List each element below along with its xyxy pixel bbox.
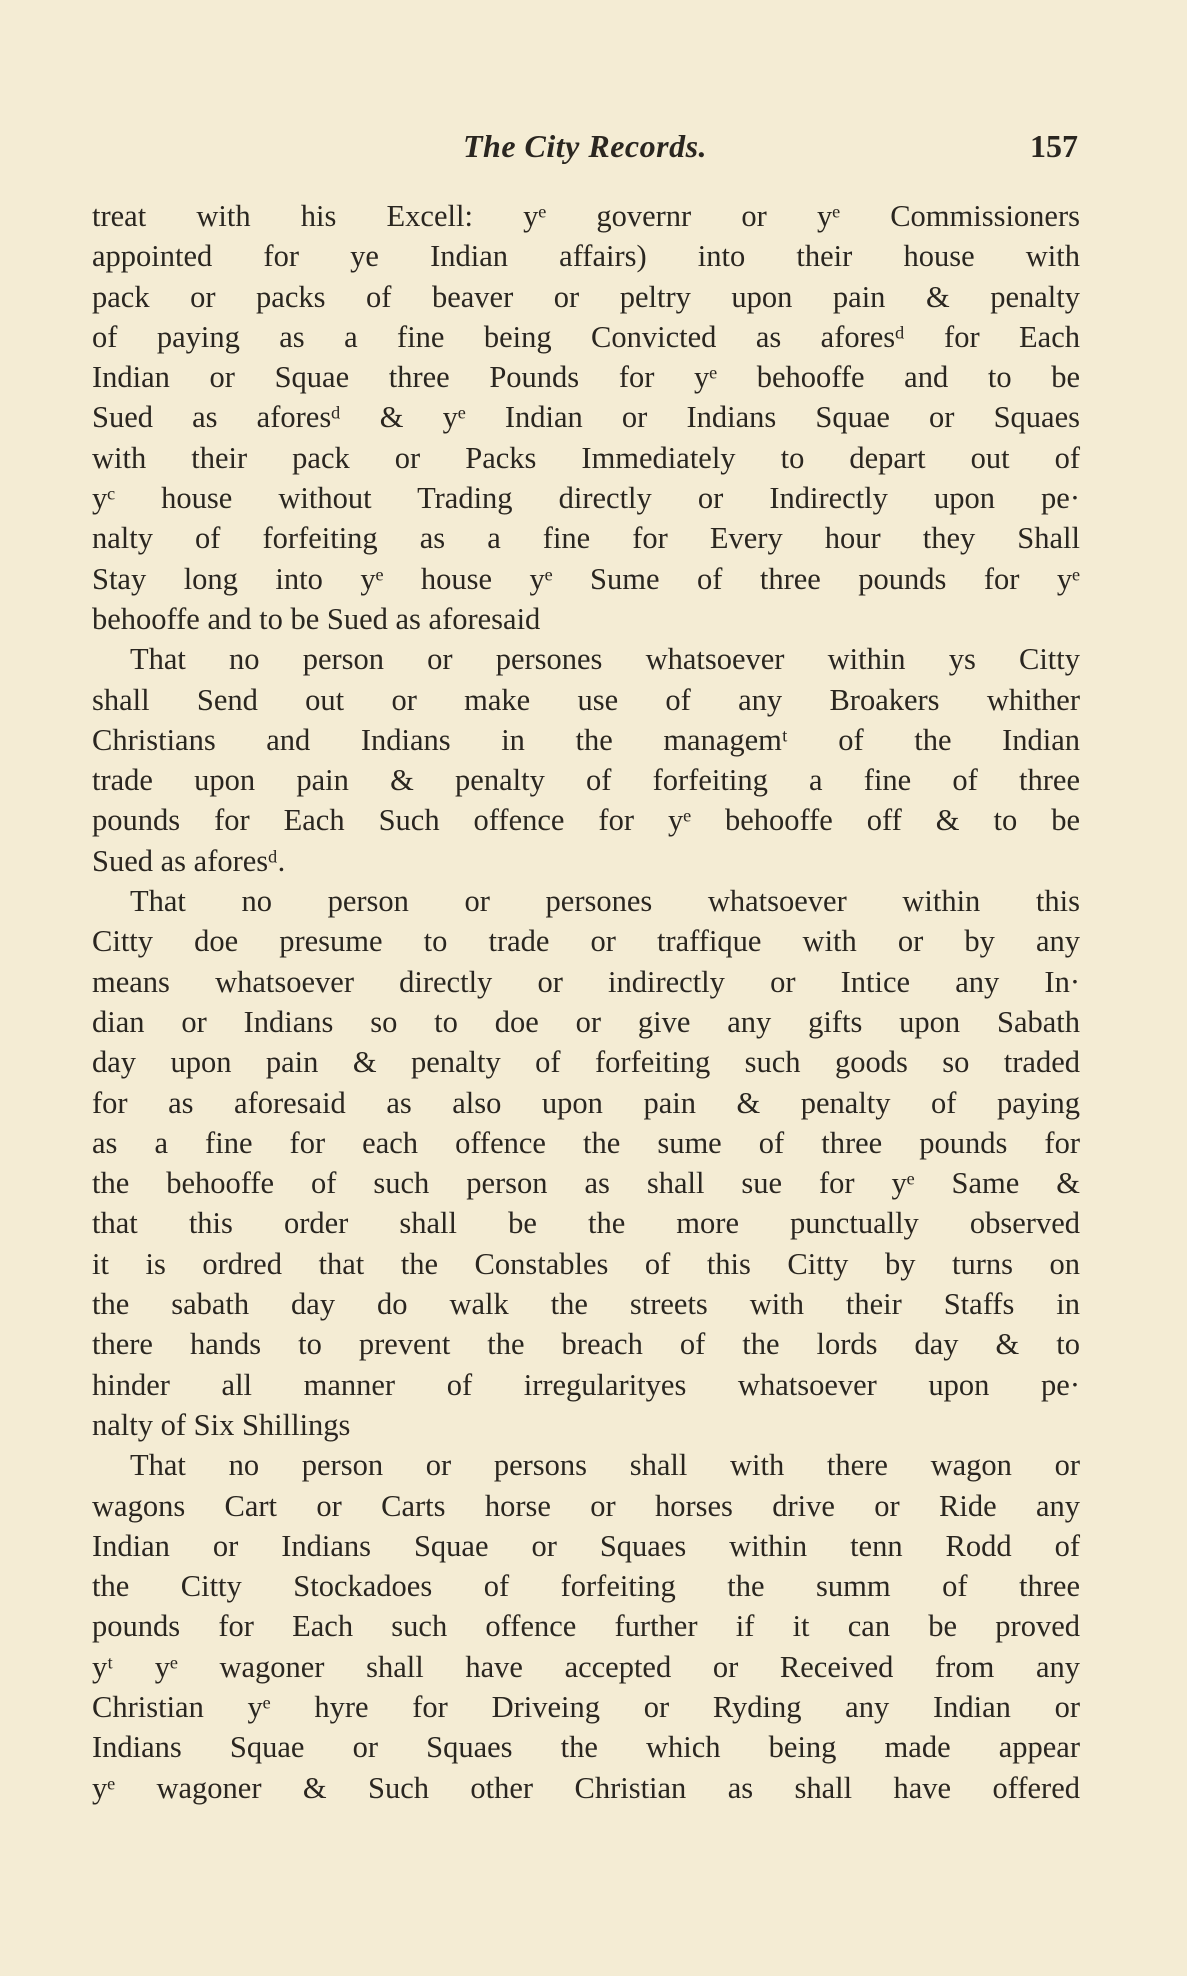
paragraph-start: That no person or persones whatsoever within ys Citty	[130, 642, 1080, 677]
text-line: shall Send out or make use of any Broakers whither	[92, 682, 1080, 717]
text-line: Christians and Indians in the managemᵗ of the Indian	[92, 722, 1080, 757]
text-line: for as aforesaid as also upon pain & penalty of paying	[92, 1085, 1080, 1120]
text-line: nalty of Six Shillings	[92, 1407, 351, 1442]
text-line: with their pack or Packs Immediately to depart out of	[92, 440, 1080, 475]
text-line: nalty of forfeiting as a fine for Every hour they Shall	[92, 521, 1080, 556]
text-line: the behooffe of such person as shall sue for yᵉ Same &	[92, 1166, 1080, 1201]
paragraph-start: That no person or persons shall with there wagon or	[130, 1448, 1080, 1483]
text-line: as a fine for each offence the sume of three pounds for	[92, 1125, 1080, 1160]
text-line: it is ordred that the Constables of this Citty by turns on	[92, 1246, 1080, 1281]
text-line: Stay long into yᵉ house yᵉ Sume of three pounds for yᵉ	[92, 561, 1080, 596]
text-line: wagons Cart or Carts horse or horses drive or Ride any	[92, 1488, 1080, 1523]
text-line: pounds for Each such offence further if it can be proved	[92, 1609, 1080, 1644]
text-line: pack or packs of beaver or peltry upon pain & penalty	[92, 279, 1080, 314]
text-line: behooffe and to be Sued as aforesaid	[92, 601, 541, 636]
text-line: pounds for Each Such offence for yᵉ behooffe off & to be	[92, 803, 1080, 838]
text-line: yᶜ house without Trading directly or Indirectly upon pe·	[92, 481, 1080, 516]
text-line: Indians Squae or Squaes the which being made appear	[92, 1730, 1080, 1765]
text-line: that this order shall be the more punctually observed	[92, 1206, 1080, 1241]
text-line: hinder all manner of irregularityes whatsoever upon pe·	[92, 1367, 1080, 1402]
text-line: there hands to prevent the breach of the lords day & to	[92, 1327, 1080, 1362]
text-line: dian or Indians so to doe or give any gifts upon Sabath	[92, 1004, 1080, 1039]
text-line: Citty doe presume to trade or traffique with or by any	[92, 924, 1080, 959]
page-header	[92, 128, 1078, 176]
text-line: the Citty Stockadoes of forfeiting the summ of three	[92, 1569, 1080, 1604]
text-line: Sued as aforesᵈ.	[92, 843, 286, 878]
text-line: treat with his Excell: yᵉ governr or yᵉ Commissioners	[92, 199, 1080, 233]
body-text	[92, 196, 1080, 1808]
text-line: day upon pain & penalty of forfeiting such goods so traded	[92, 1045, 1080, 1080]
paragraph-start: That no person or persones whatsoever within this	[130, 884, 1080, 919]
text-line: Indian or Squae three Pounds for yᵉ behooffe and to be	[92, 360, 1080, 395]
text-line: the sabath day do walk the streets with their Staffs in	[92, 1287, 1080, 1322]
text-line: trade upon pain & penalty of forfeiting a fine of three	[92, 763, 1080, 798]
text-line: means whatsoever directly or indirectly or Intice any In·	[92, 964, 1080, 999]
page-number: 157	[1030, 128, 1078, 164]
text-line: yᵉ wagoner & Such other Christian as shall have offered	[92, 1770, 1080, 1805]
text-line: yᵗ yᵉ wagoner shall have accepted or Received from any	[92, 1649, 1080, 1684]
running-title: The City Records.	[462, 128, 708, 164]
text-line: Christian yᵉ hyre for Driveing or Ryding any Indian or	[92, 1689, 1080, 1724]
text-line: of paying as a fine being Convicted as aforesᵈ for Each	[92, 319, 1080, 354]
text-line: appointed for ye Indian affairs) into their house with	[92, 239, 1080, 274]
text-line: Indian or Indians Squae or Squaes within tenn Rodd of	[92, 1528, 1080, 1563]
text-line: Sued as aforesᵈ & yᵉ Indian or Indians Squae or Squaes	[92, 400, 1080, 435]
